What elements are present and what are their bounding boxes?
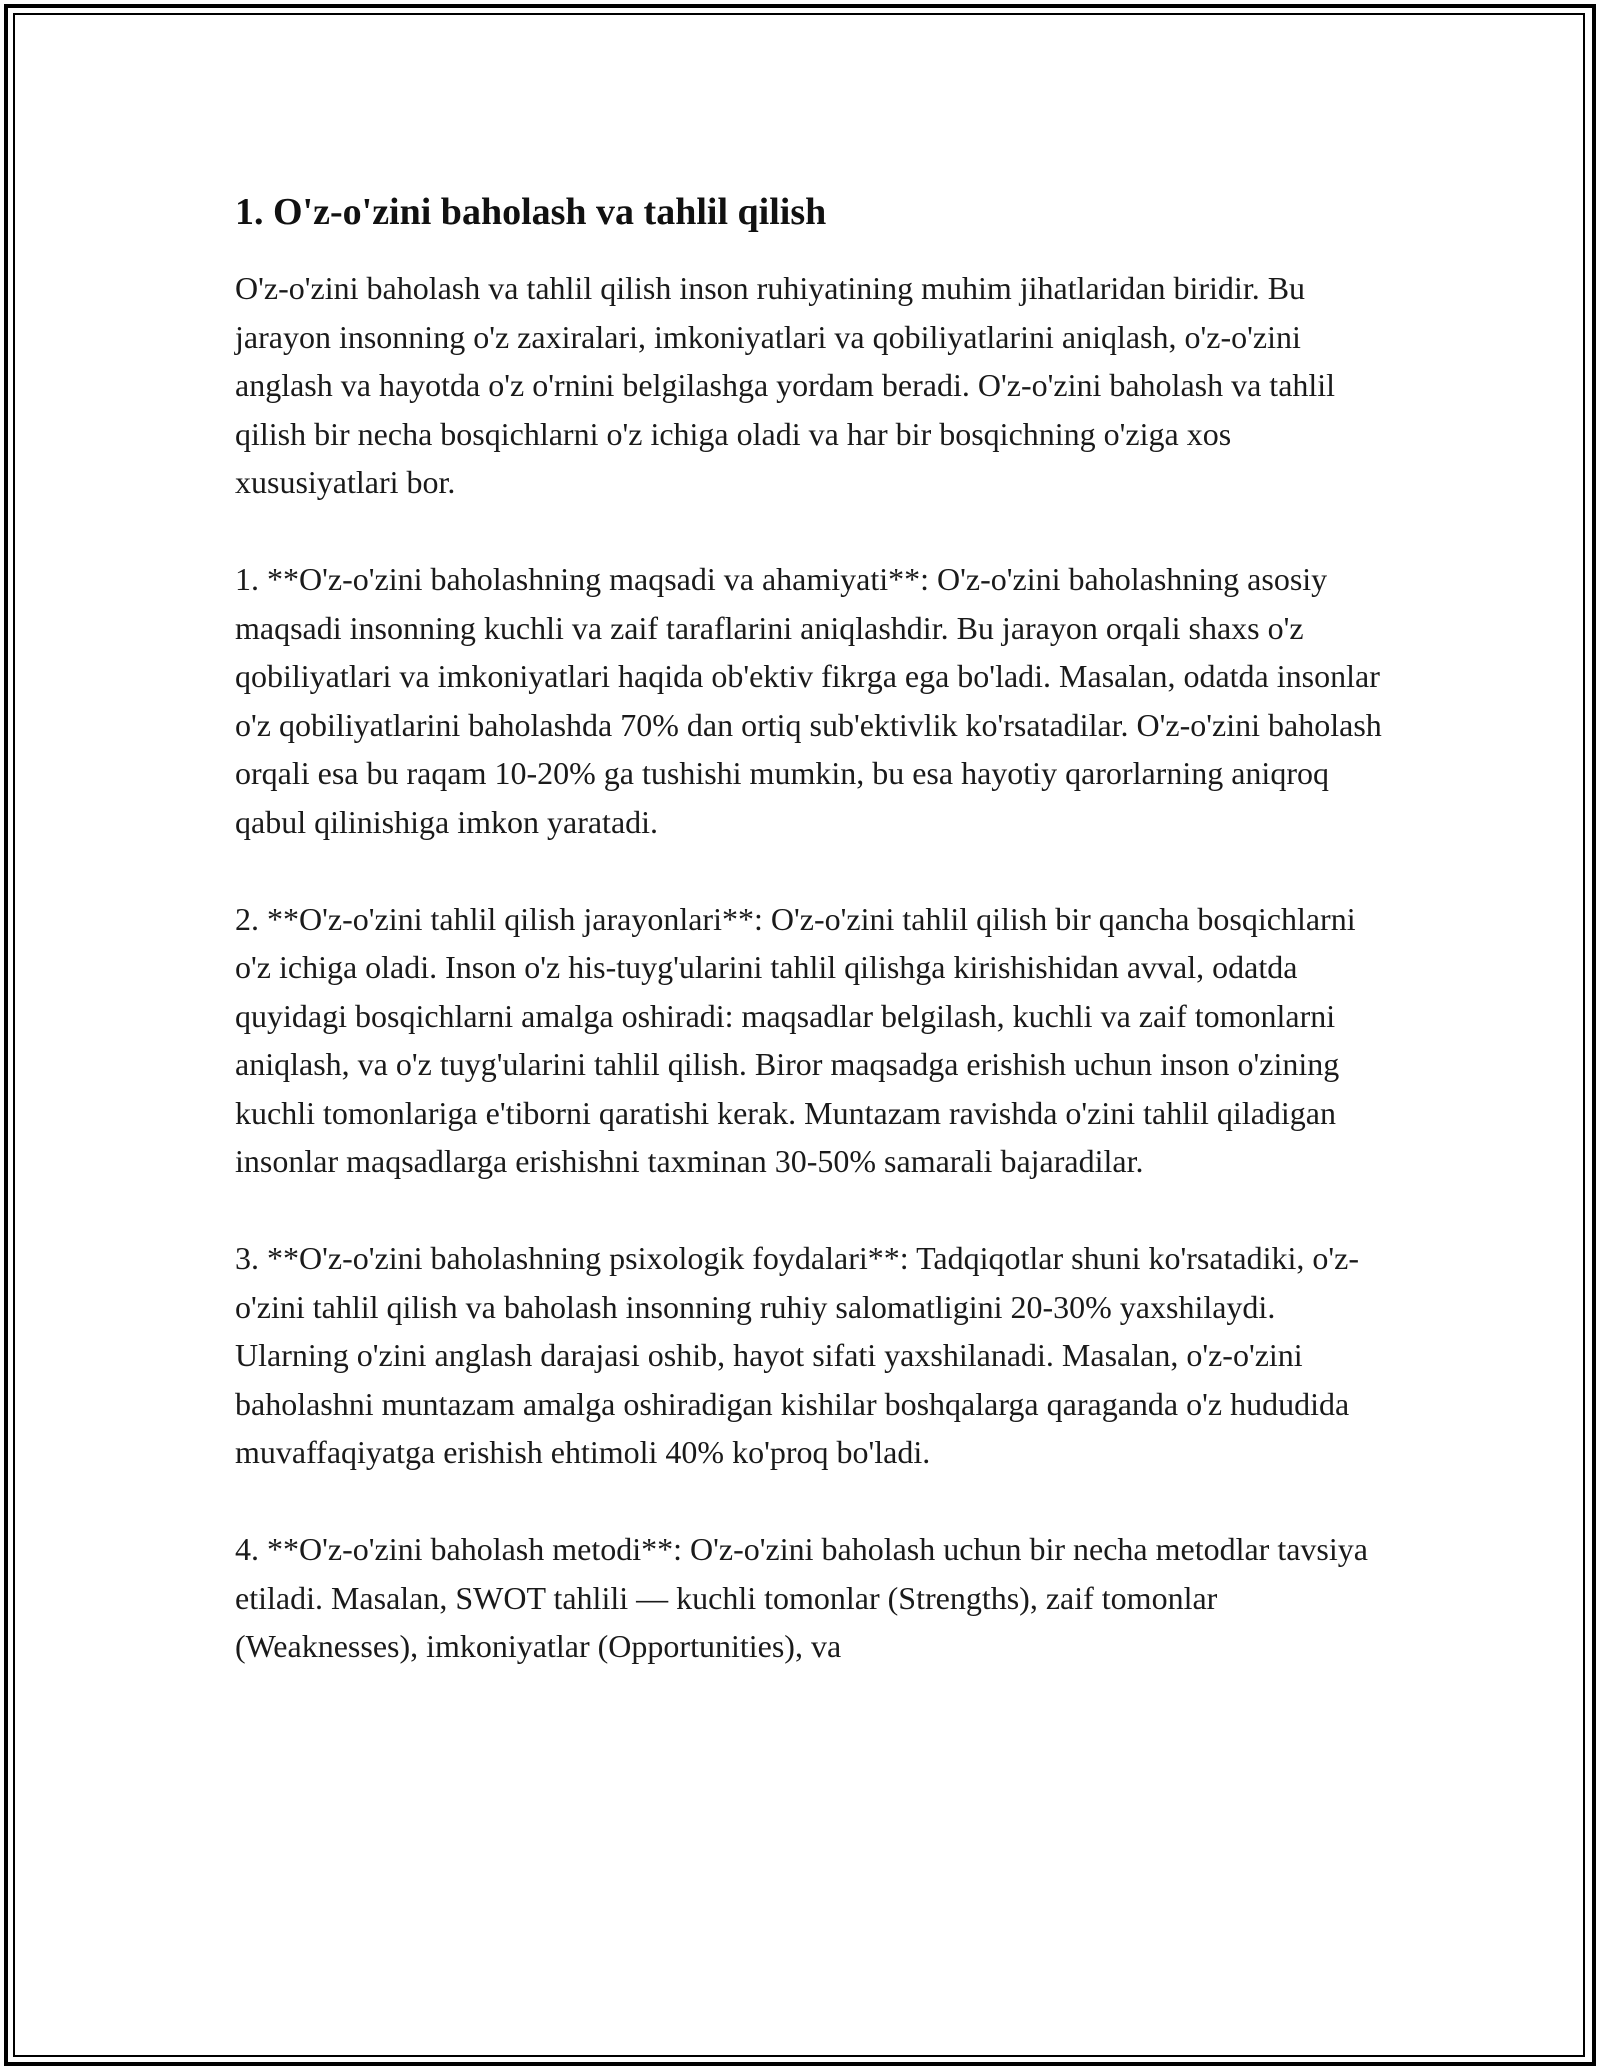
paragraph-item-1: 1. **O'z-o'zini baholashning maqsadi va ahamiyati**: O'z-o'zini baholashning asosiy maqsadi insonning kuchli va zaif taraflarini aniqlashdir. Bu jarayon orqali shaxs o'z qobiliyatlari va imkoniyatlari haqida ob'ektiv fikrga ega bo'ladi. Masalan, odatda insonlar o'z qobiliyatlarini baholashda 70% dan ortiq sub'ektivlik ko'rsatadilar. O'z-o'zini baholash orqali esa bu raqam 10-20% ga tushishi mumkin, bu esa hayotiy qarorlarning aniqroq qabul qilinishiga imkon yaratadi. [235,561,1382,840]
paragraph-intro: O'z-o'zini baholash va tahlil qilish inson ruhiyatining muhim jihatlaridan biridir. Bu jarayon insonning o'z zaxiralari, imkoniyatlari va qobiliyatlarini aniqlash, o'z-o'zini anglash va hayotda o'z o'rnini belgilashga yordam beradi. O'z-o'zini baholash va tahlil qilish bir necha bosqichlarni o'z ichiga oladi va har bir bosqichning o'ziga xos xususiyatlari bor. [235,270,1336,500]
document-body [235,186,1385,1719]
paragraph-item-2: 2. **O'z-o'zini tahlil qilish jarayonlari**: O'z-o'zini tahlil qilish bir qancha bosqichlarni o'z ichiga oladi. Inson o'z his-tuyg'ularini tahlil qilishga kirishishidan avval, odatda quyidagi bosqichlarni amalga oshiradi: maqsadlar belgilash, kuchli va zaif tomonlarni aniqlash, va o'z tuyg'ularini tahlil qilish. Biror maqsadga erishish uchun inson o'zining kuchli tomonlariga e'tiborni qaratishi kerak. Muntazam ravishda o'zini tahlil qiladigan insonlar maqsadlarga erishishni taxminan 30-50% samarali bajaradilar. [235,900,1356,1179]
section-heading: 1. O'z-o'zini baholash va tahlil qilish [235,191,827,233]
paragraph-item-3: 3. **O'z-o'zini baholashning psixologik foydalari**: Tadqiqotlar shuni ko'rsatadiki, o'z-o'zini tahlil qilish va baholash insonning ruhiy salomatligini 20-30% yaxshilaydi. Ularning o'zini anglash darajasi oshib, hayot sifati yaxshilanadi. Masalan, o'z-o'zini baholashni muntazam amalga oshiradigan kishilar boshqalarga qaraganda o'z hududida muvaffaqiyatga erishish ehtimoli 40% ko'proq bo'ladi. [235,1240,1360,1470]
paragraph-item-4: 4. **O'z-o'zini baholash metodi**: O'z-o'zini baholash uchun bir necha metodlar tavsiya etiladi. Masalan, SWOT tahlili — kuchli tomonlar (Strengths), zaif tomonlar (Weaknesses), imkoniyatlar (Opportunities), va [235,1531,1368,1664]
